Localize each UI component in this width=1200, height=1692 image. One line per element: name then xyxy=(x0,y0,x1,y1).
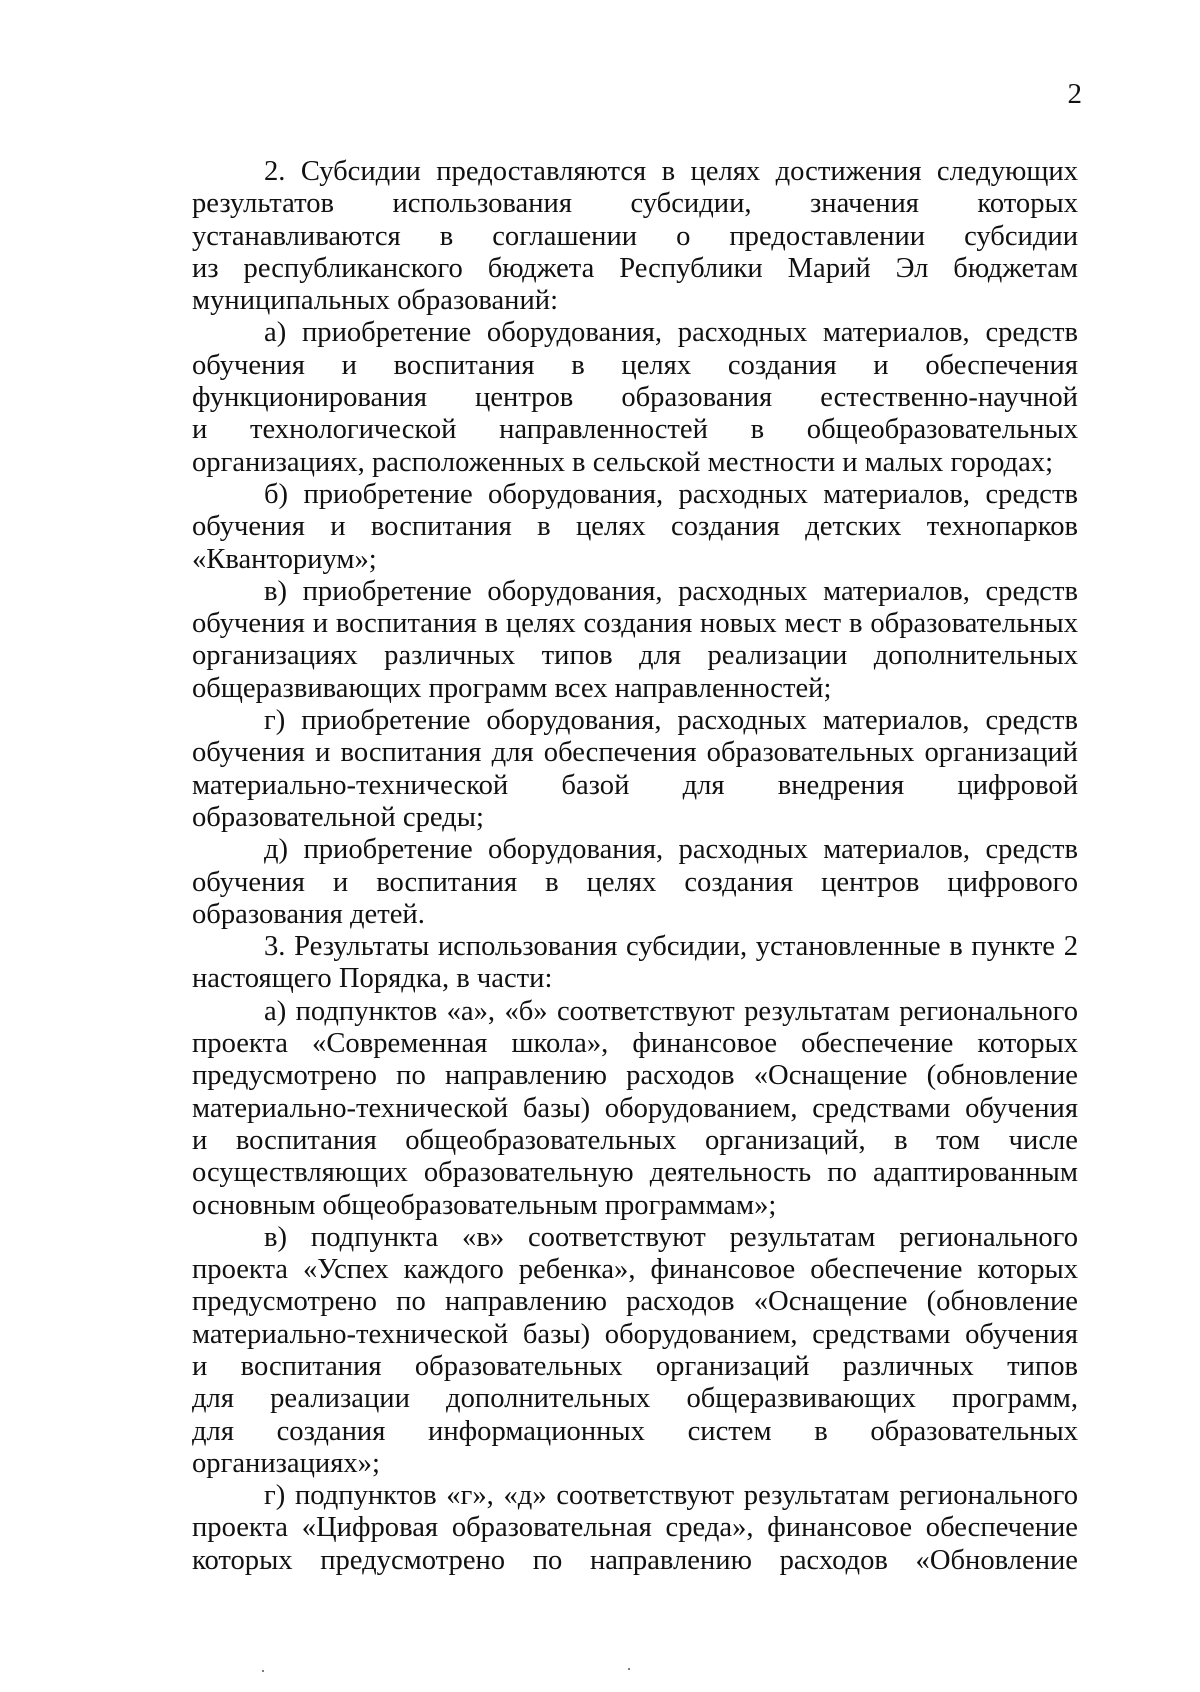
text-line: муниципальных образований: xyxy=(192,285,559,317)
text-line: из республиканского бюджета Республики Марий Эл бюджетам xyxy=(192,252,1078,284)
text-line: организациях различных типов для реализации дополнительных xyxy=(192,640,1078,672)
text-line: и технологической направленностей в общеобразовательных xyxy=(192,414,1078,446)
paragraph xyxy=(192,479,1078,576)
text-line: материально-технической базой для внедрения цифровой xyxy=(192,769,1078,801)
paragraph xyxy=(192,834,1078,931)
text-line: а) подпунктов «а», «б» соответствуют результатам регионального xyxy=(264,995,1078,1027)
text-line: обучения и воспитания в целях создания и обеспечения xyxy=(192,349,1078,381)
paragraph xyxy=(192,1480,1078,1577)
text-line: организациях»; xyxy=(192,1447,380,1479)
text-line: «Кванториум»; xyxy=(192,543,377,575)
text-line: функционирования центров образования естественно-научной xyxy=(192,382,1078,414)
text-line: осуществляющих образовательную деятельность по адаптированным xyxy=(192,1157,1078,1189)
text-line: проекта «Цифровая образовательная среда», финансовое обеспечение xyxy=(192,1512,1078,1544)
text-line: образования детей. xyxy=(192,898,425,930)
text-line: предусмотрено по направлению расходов «Оснащение (обновление xyxy=(192,1286,1078,1318)
text-line: устанавливаются в соглашении о предоставлении субсидии xyxy=(192,220,1078,252)
paragraph xyxy=(192,317,1078,478)
text-line: результатов использования субсидии, значения которых xyxy=(192,188,1078,220)
scan-speck xyxy=(628,1668,630,1670)
text-line: обучения и воспитания в целях создания новых мест в образовательных xyxy=(192,608,1078,640)
text-line: для реализации дополнительных общеразвивающих программ, xyxy=(192,1383,1078,1415)
text-line: для создания информационных систем в образовательных xyxy=(192,1415,1078,1447)
text-line: общеразвивающих программ всех направленностей; xyxy=(192,672,832,704)
scan-speck xyxy=(262,1670,264,1672)
text-line: 2. Субсидии предоставляются в целях достижения следующих xyxy=(264,156,1078,187)
text-line: обучения и воспитания для обеспечения образовательных организаций xyxy=(192,737,1078,769)
text-line: б) приобретение оборудования, расходных материалов, средств xyxy=(264,478,1078,510)
text-line: д) приобретение оборудования, расходных материалов, средств xyxy=(264,834,1078,866)
paragraph xyxy=(192,996,1078,1222)
text-line: г) приобретение оборудования, расходных материалов, средств xyxy=(264,705,1078,737)
paragraph xyxy=(192,156,1078,317)
text-line: предусмотрено по направлению расходов «Оснащение (обновление xyxy=(192,1060,1078,1092)
text-line: проекта «Современная школа», финансовое обеспечение которых xyxy=(192,1028,1078,1060)
text-line: и воспитания общеобразовательных организаций, в том числе xyxy=(192,1124,1078,1156)
text-line: и воспитания образовательных организаций различных типов xyxy=(192,1350,1078,1382)
paragraph xyxy=(192,576,1078,705)
paragraph xyxy=(192,931,1078,996)
text-line: материально-технической базы) оборудованием, средствами обучения xyxy=(192,1318,1078,1350)
text-line: обучения и воспитания в целях создания детских технопарков xyxy=(192,511,1078,543)
text-line: а) приобретение оборудования, расходных материалов, средств xyxy=(264,317,1078,349)
text-line: в) подпункта «в» соответствуют результатам регионального xyxy=(264,1221,1078,1253)
text-line: организациях, расположенных в сельской местности и малых городах; xyxy=(192,446,1054,478)
paragraph xyxy=(192,1222,1078,1480)
text-line: в) приобретение оборудования, расходных материалов, средств xyxy=(264,575,1078,607)
text-line: материально-технической базы) оборудованием, средствами обучения xyxy=(192,1092,1078,1124)
text-line: г) подпунктов «г», «д» соответствуют результатам регионального xyxy=(264,1480,1078,1512)
text-line: проекта «Успех каждого ребенка», финансовое обеспечение которых xyxy=(192,1254,1078,1286)
text-line: 3. Результаты использования субсидии, установленные в пункте 2 xyxy=(264,931,1078,963)
text-line: образовательной среды; xyxy=(192,801,484,833)
page-number: 2 xyxy=(1067,78,1082,110)
text-line: основным общеобразовательным программам»; xyxy=(192,1189,777,1221)
text-line: которых предусмотрено по направлению расходов «Обновление xyxy=(192,1544,1078,1576)
text-line: обучения и воспитания в целях создания центров цифрового xyxy=(192,866,1078,898)
text-line: настоящего Порядка, в части: xyxy=(192,963,553,995)
paragraph xyxy=(192,705,1078,834)
document-body xyxy=(192,156,1078,1577)
